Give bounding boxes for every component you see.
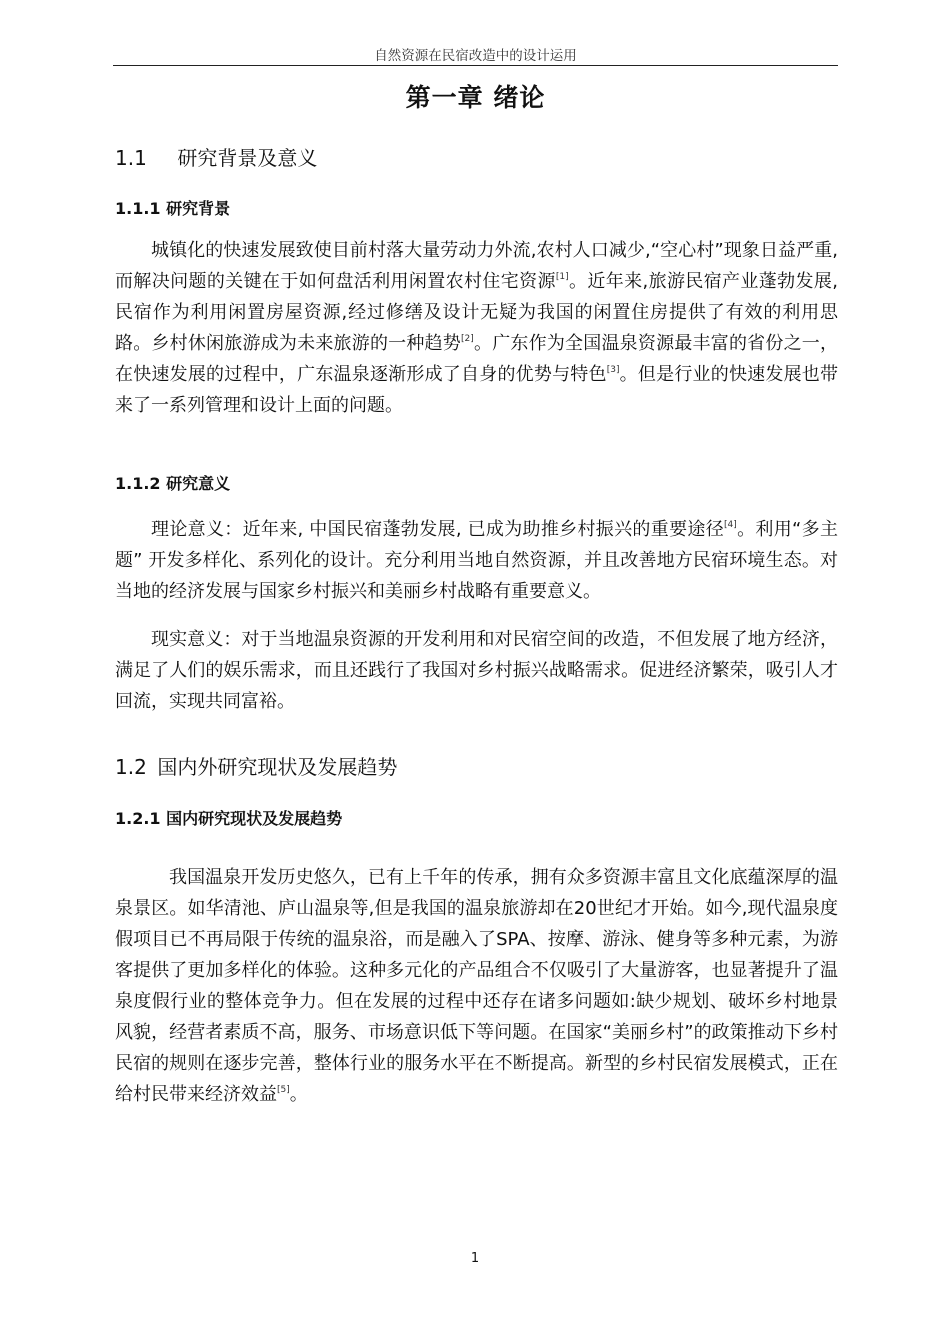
section-title: 国内外研究现状及发展趋势 — [157, 755, 398, 779]
citation-ref: [5] — [277, 1085, 290, 1095]
section-title: 研究背景及意义 — [177, 146, 318, 170]
text-run: 我国温泉开发历史悠久，已有上千年的传承，拥有众多资源丰富且文化底蕴深厚的温泉景区。如华清池、庐山温泉等,但是我国的温泉旅游却在20世纪才开始。如今,现代温泉度假项目已不再局限于传统的温泉浴，而是融入了SPA、按摩、游泳、健身等多种元素，为游客提供了更加多样化的体验。这种多元化的产品组合不仅吸引了大量游客，也显著提升了温泉度假行业的整体竞争力。但在发展的过程中还存在诸多问题如:缺少规划、破坏乡村地景风貌，经营者素质不高，服务、市场意识低下等问题。在国家“美丽乡村”的政策推动下乡村民宿的规则在逐步完善，整体行业的服务水平在不断提高。新型的乡村民宿发展模式，正在给村民带来经济效益 — [115, 867, 838, 1105]
text-run: 理论意义：近年来, 中国民宿蓬勃发展, 已成为助推乡村振兴的重要途径 — [151, 519, 725, 540]
subsection-heading-1-1-1: 1.1.1 研究背景 — [115, 199, 231, 218]
text-run: 城镇化的快速发展致使目前村落大量劳动力外流,农村人口减少,“空心村”现象日益严重,而解决问题的关键在于如何盘活利用闲置农村住宅资源 — [115, 240, 838, 292]
paragraph-domestic-status — [115, 862, 838, 1110]
text-run: 现实意义：对于当地温泉资源的开发利用和对民宿空间的改造，不但发展了地方经济，满足了人们的娱乐需求，而且还践行了我国对乡村振兴战略需求。促进经济繁荣，吸引人才回流，实现共同富裕。 — [115, 629, 838, 712]
subsection-heading-1-2-1: 1.2.1 国内研究现状及发展趋势 — [115, 809, 343, 828]
section-heading-1-1 — [115, 142, 317, 171]
section-number: 1.2 — [115, 755, 147, 779]
citation-ref: [4] — [724, 520, 737, 530]
citation-ref: [2] — [461, 334, 474, 344]
header-divider — [113, 65, 838, 66]
citation-ref: [1] — [555, 272, 569, 282]
section-heading-1-2 — [115, 751, 397, 780]
paragraph-practical-significance — [115, 624, 838, 717]
paragraph-theory-significance — [115, 514, 838, 607]
text-run: 。广东作为全国温泉资源最丰富的省份之一，在快速发展的过程中，广东温泉逐渐形成了自身的优势与特色 — [115, 333, 839, 385]
text-run: 。利用“多主题” 开发多样化、系列化的设计。充分利用当地自然资源，并且改善地方民宿环境生态。对当地的经济发展与国家乡村振兴和美丽乡村战略有重要意义。 — [115, 519, 838, 602]
text-run: 。近年来,旅游民宿产业蓬勃发展,民宿作为利用闲置房屋资源,经过修缮及设计无疑为我国的闲置住房提供了有效的利用思路。乡村休闲旅游成为未来旅游的一种趋势 — [115, 271, 839, 354]
page-number: 1 — [470, 1251, 480, 1266]
running-header: 自然资源在民宿改造中的设计运用 — [374, 48, 577, 64]
text-run: 。但是行业的快速发展也带来了一系列管理和设计上面的问题。 — [115, 364, 839, 416]
subsection-heading-1-1-2: 1.1.2 研究意义 — [115, 474, 231, 493]
citation-ref: [3] — [606, 365, 620, 375]
paragraph-background — [115, 235, 838, 421]
section-number: 1.1 — [115, 146, 147, 170]
text-run: 。 — [289, 1084, 308, 1105]
chapter-title: 第一章 绪论 — [405, 83, 546, 112]
